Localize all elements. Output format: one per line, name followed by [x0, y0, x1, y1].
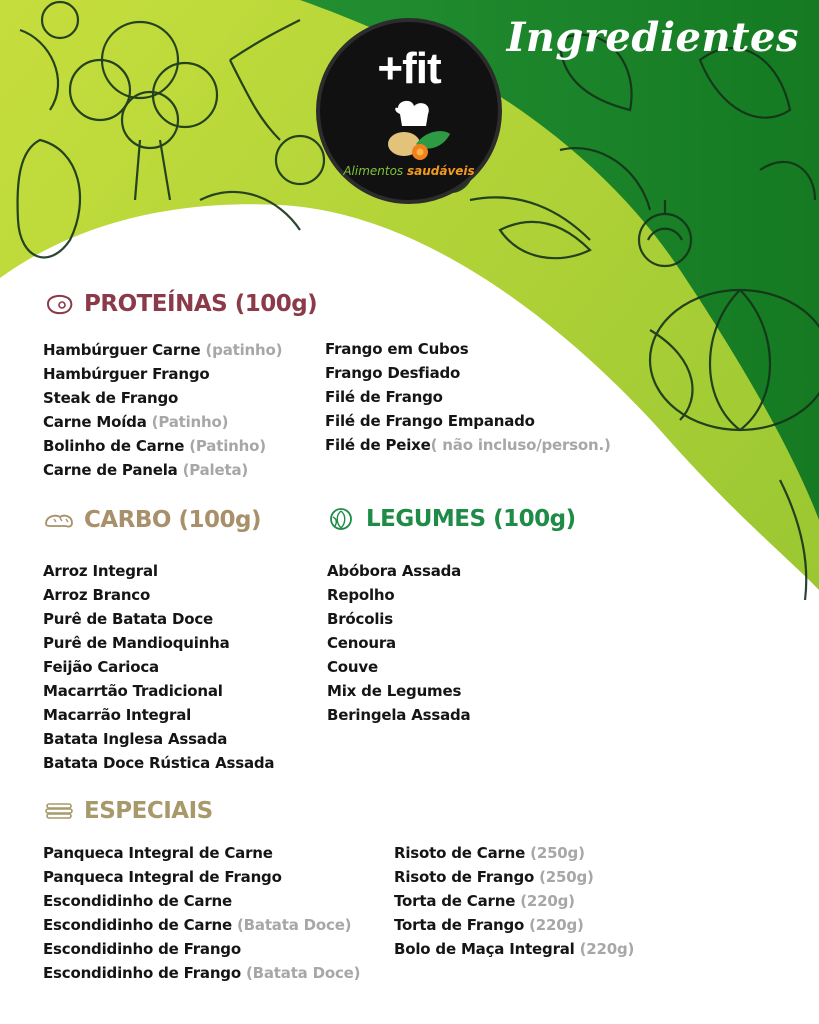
list-item: Carne Moída (Patinho) — [43, 413, 229, 431]
especiais-list-left — [43, 841, 360, 985]
especiais-title: ESPECIAIS — [84, 798, 213, 824]
list-item: Filé de Frango — [325, 388, 443, 406]
carbo-title: CARBO (100g) — [84, 507, 261, 533]
pancakes-icon — [44, 799, 74, 823]
list-item: Risoto de Frango (250g) — [394, 868, 594, 886]
list-item: Filé de Peixe( não incluso/person.) — [325, 436, 611, 454]
proteinas-list-right — [325, 337, 611, 457]
especiais-heading — [44, 798, 213, 824]
legumes-title: LEGUMES (100g) — [366, 506, 576, 532]
list-item: Torta de Frango (220g) — [394, 916, 584, 934]
list-item: Mix de Legumes — [327, 682, 462, 700]
list-item: Macarrtão Tradicional — [43, 682, 223, 700]
list-item: Bolinho de Carne (Patinho) — [43, 437, 266, 455]
list-item: Hambúrguer Frango — [43, 365, 210, 383]
list-item: Cenoura — [327, 634, 396, 652]
list-item: Escondidinho de Carne — [43, 892, 233, 910]
list-item: Frango em Cubos — [325, 340, 469, 358]
especiais-list-right — [394, 841, 634, 961]
list-item: Escondidinho de Carne (Batata Doce) — [43, 916, 352, 934]
list-item: Brócolis — [327, 610, 393, 628]
proteinas-list-left — [43, 338, 282, 482]
list-item: Batata Doce Rústica Assada — [43, 754, 275, 772]
list-item: Escondidinho de Frango (Batata Doce) — [43, 964, 361, 982]
list-item: Panqueca Integral de Carne — [43, 844, 273, 862]
list-item: Beringela Assada — [327, 706, 471, 724]
logo-tagline-accent: saudáveis — [406, 164, 475, 178]
list-item: Filé de Frango Empanado — [325, 412, 535, 430]
cabbage-icon — [326, 507, 356, 531]
list-item: Steak de Frango — [43, 389, 179, 407]
list-item: Macarrão Integral — [43, 706, 192, 724]
list-item: Purê de Mandioquinha — [43, 634, 230, 652]
list-item: Purê de Batata Doce — [43, 610, 213, 628]
list-item: Escondidinho de Frango — [43, 940, 241, 958]
list-item: Feijão Carioca — [43, 658, 159, 676]
list-item: Frango Desfiado — [325, 364, 461, 382]
list-item: Abóbora Assada — [327, 562, 462, 580]
list-item: Arroz Branco — [43, 586, 151, 604]
list-item: Panqueca Integral de Frango — [43, 868, 282, 886]
carbo-list — [43, 559, 274, 775]
bread-icon — [44, 508, 74, 532]
legumes-list — [327, 559, 470, 727]
page-title: Ingredientes — [506, 14, 799, 61]
chef-hat-food-icon — [372, 100, 454, 164]
logo-tagline-start: Alimentos — [343, 164, 407, 178]
list-item: Bolo de Maça Integral (220g) — [394, 940, 635, 958]
list-item: Couve — [327, 658, 378, 676]
logo-name: +fit — [377, 44, 441, 93]
proteinas-heading — [44, 291, 317, 317]
steak-icon — [44, 292, 74, 316]
list-item: Hambúrguer Carne (patinho) — [43, 341, 283, 359]
brand-logo — [316, 18, 502, 204]
list-item: Repolho — [327, 586, 395, 604]
list-item: Carne de Panela (Paleta) — [43, 461, 249, 479]
list-item: Torta de Carne (220g) — [394, 892, 575, 910]
logo-tagline — [320, 164, 498, 178]
proteinas-title: PROTEÍNAS (100g) — [84, 291, 318, 317]
list-item: Risoto de Carne (250g) — [394, 844, 585, 862]
legumes-heading — [326, 506, 576, 532]
list-item: Batata Inglesa Assada — [43, 730, 228, 748]
carbo-heading — [44, 507, 261, 533]
list-item: Arroz Integral — [43, 562, 158, 580]
